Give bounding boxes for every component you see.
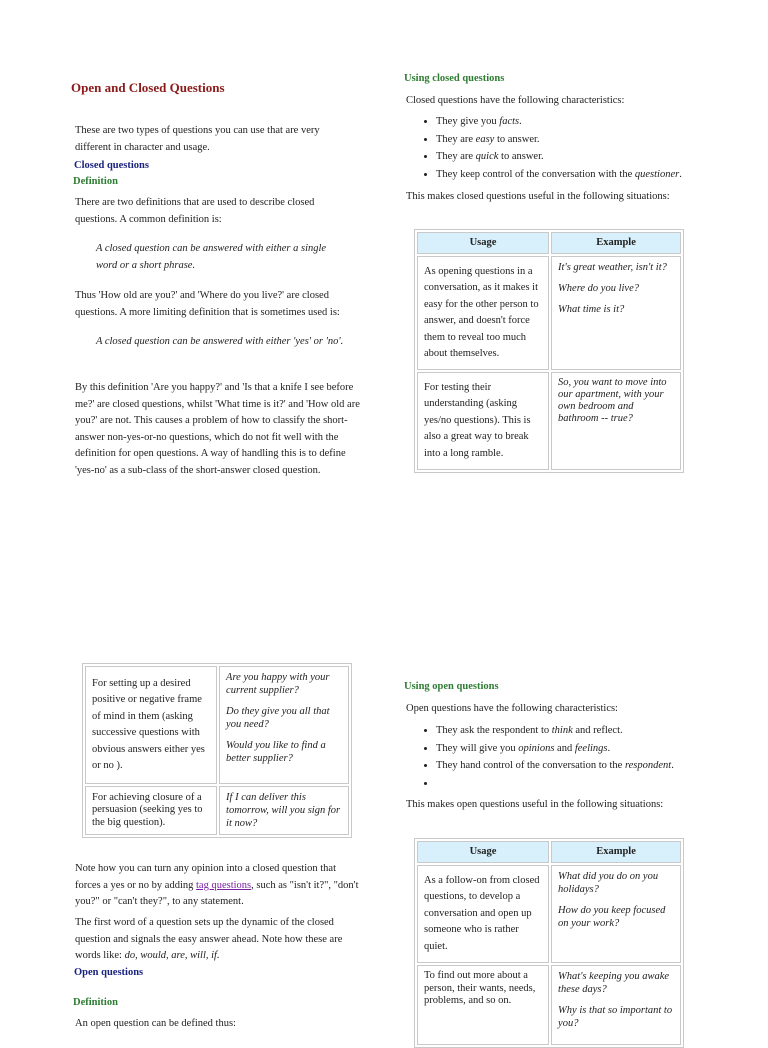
example-text: If I can deliver this tomorrow, will you sign for it now? — [226, 792, 341, 829]
list-item: • They are easy to answer. — [436, 132, 736, 149]
example-text: How do you keep focused on your work? — [558, 905, 666, 929]
definition-heading: Definition — [73, 176, 118, 187]
example-cell — [551, 256, 681, 370]
table-row — [85, 666, 349, 784]
example-column-header: Example — [551, 232, 681, 254]
closed-situations-intro: This makes closed questions useful in the following situations: — [406, 191, 670, 202]
example-text: It's great weather, isn't it? — [558, 262, 667, 273]
list-item: • They hand control of the conversation to the respondent. — [436, 758, 746, 775]
open-definition-paragraph: An open question can be defined thus: — [75, 1018, 236, 1029]
example-text: Would you like to find a better supplier? — [226, 740, 326, 764]
example-cell — [551, 865, 681, 963]
usage-cell: For testing their understanding (asking yes/no questions). This is also a great way to break into a long ramble. — [417, 372, 549, 470]
first-word-paragraph: The first word of a question sets up the dynamic of the closed question and signals the easy answer ahead. Note how these are words like: do, would, are, will, if. — [75, 917, 343, 961]
example-cell — [219, 786, 349, 835]
usage-cell: For achieving closure of a persuasion (seeking yes to the big question). — [85, 786, 217, 835]
list-item: • They are quick to answer. — [436, 149, 736, 166]
open-questions-heading: Open questions — [74, 967, 144, 978]
using-open-questions-heading: Using open questions — [404, 681, 499, 692]
example-text: Why is that so important to you? — [558, 1005, 673, 1029]
open-usage-table — [414, 838, 684, 1048]
usage-cell: For setting up a desired positive or negative frame of mind in them (asking successive questions with obvious answers either yes or no ). — [85, 666, 217, 784]
paragraph-by-this-definition: By this definition 'Are you happy?' and 'Is that a knife I see before me?' are closed questions, whilst 'What time is it?' and 'How old are you?' are not. This causes a problem of how to classify the short-answer non-yes-or-no questions, which do not fit well with the definition for open questions. A way of handling this is to define 'yes-no' as a sub-class of the short-answer closed question. — [75, 382, 360, 476]
page-title: Open and Closed Questions — [71, 80, 225, 95]
quote-yes-no: A closed question can be answered with either 'yes' or 'no'. — [96, 336, 344, 347]
closed-characteristics-intro: Closed questions have the following characteristics: — [406, 95, 625, 106]
example-cell — [551, 372, 681, 470]
table-row — [85, 786, 349, 835]
example-text: What did you do on you holidays? — [558, 871, 659, 895]
usage-cell: As opening questions in a conversation, as it makes it easy for the other person to answer, and doesn't force them to reveal too much about themselves. — [417, 256, 549, 370]
example-cell — [219, 666, 349, 784]
closed-characteristics-list — [406, 114, 736, 184]
paragraph-thus: Thus 'How old are you?' and 'Where do you live?' are closed questions. A more limiting definition that is sometimes used is: — [75, 290, 340, 318]
usage-cell: As a follow-on from closed questions, to develop a conversation and open up someone who is rather quiet. — [417, 865, 549, 963]
open-situations-intro: This makes open questions useful in the following situations: — [406, 799, 664, 810]
open-characteristics-intro: Open questions have the following characteristics: — [406, 703, 618, 714]
tag-questions-paragraph: Note how you can turn any opinion into a closed question that forces a yes or no by adding tag questions, such as "isn't it?", "don't you?" or "can't they?", to any statement. — [75, 863, 359, 907]
closed-usage-table — [414, 229, 684, 473]
table-row — [417, 256, 681, 370]
example-text: Where do you live? — [558, 283, 640, 294]
list-item — [436, 776, 746, 793]
example-text: So, you want to move into our apartment, with your own bedroom and bathroom -- true? — [558, 377, 667, 424]
tag-questions-link[interactable]: tag questions — [196, 879, 252, 891]
table-row — [417, 865, 681, 963]
table-header-row — [417, 841, 681, 863]
example-text: Do they give you all that you need? — [226, 706, 330, 730]
using-closed-questions-heading: Using closed questions — [404, 73, 505, 84]
example-text: What's keeping you awake these days? — [558, 971, 670, 995]
example-cell — [551, 965, 681, 1045]
list-item: • They give you facts. — [436, 114, 736, 131]
usage-cell: To find out more about a person, their wants, needs, problems, and so on. — [417, 965, 549, 1045]
example-text: What time is it? — [558, 304, 625, 315]
table-header-row — [417, 232, 681, 254]
open-characteristics-list — [406, 723, 746, 793]
definition-heading-open: Definition — [73, 997, 118, 1008]
list-item: • They will give you opinions and feelings. — [436, 741, 746, 758]
closed-usage-table-continued — [82, 663, 352, 838]
table-row — [417, 965, 681, 1045]
quote-single-word: A closed question can be answered with either a single word or a short phrase. — [96, 243, 327, 271]
example-column-header: Example — [551, 841, 681, 863]
closed-questions-heading: Closed questions — [74, 160, 149, 171]
usage-column-header: Usage — [417, 841, 549, 863]
definition-paragraph: There are two definitions that are used to describe closed questions. A common definition is: — [75, 197, 315, 225]
list-item: • They keep control of the conversation with the questioner. — [436, 167, 736, 184]
intro-paragraph: These are two types of questions you can use that are very different in character and usage. — [75, 125, 320, 153]
usage-column-header: Usage — [417, 232, 549, 254]
list-item: • They ask the respondent to think and reflect. — [436, 723, 746, 740]
table-row — [417, 372, 681, 470]
example-text: Are you happy with your current supplier? — [226, 672, 330, 696]
